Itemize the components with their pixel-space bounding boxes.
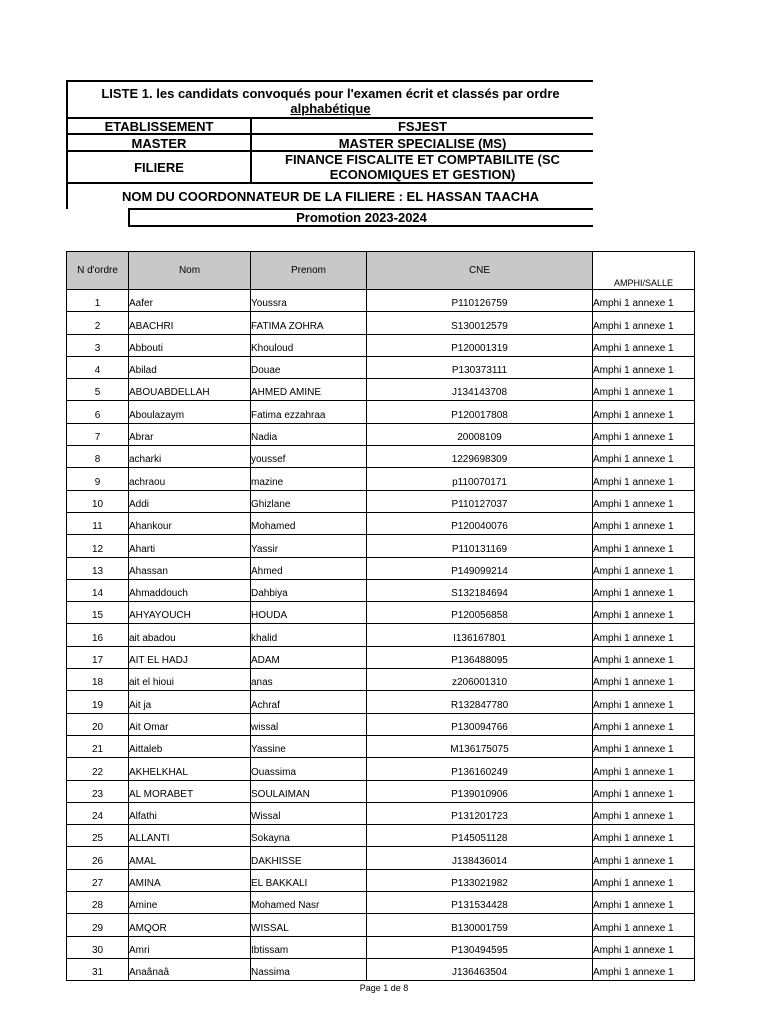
cell-nom: AMINA [129, 869, 251, 891]
cell-cne: 20008109 [367, 423, 593, 445]
cell-amphi: Amphi 1 annexe 1 [593, 691, 695, 713]
cell-cne: 1229698309 [367, 446, 593, 468]
table-row [67, 758, 695, 780]
cell-cne: S130012579 [367, 312, 593, 334]
coordonnateur: NOM DU COORDONNATEUR DE LA FILIERE : EL HASSAN TAACHA [66, 183, 593, 209]
cell-nom: ABACHRI [129, 312, 251, 334]
cell-cne: P120017808 [367, 401, 593, 423]
cell-nom: Aafer [129, 290, 251, 312]
cell-prenom: Youssra [251, 290, 367, 312]
cell-amphi: Amphi 1 annexe 1 [593, 401, 695, 423]
cell-prenom: khalid [251, 624, 367, 646]
cell-nom: achraou [129, 468, 251, 490]
cell-prenom: Nadia [251, 423, 367, 445]
cell-prenom: WISSAL [251, 914, 367, 936]
table-row [67, 735, 695, 757]
cell-prenom: wissal [251, 713, 367, 735]
cell-prenom: Fatima ezzahraa [251, 401, 367, 423]
cell-nom: Anaânaâ [129, 958, 251, 980]
cell-cne: P120001319 [367, 334, 593, 356]
cell-prenom: Nassima [251, 958, 367, 980]
cell-amphi: Amphi 1 annexe 1 [593, 490, 695, 512]
table-row [67, 713, 695, 735]
cell-ordre: 19 [67, 691, 129, 713]
cell-nom: ait el hioui [129, 669, 251, 691]
cell-ordre: 21 [67, 735, 129, 757]
cell-nom: Abrar [129, 423, 251, 445]
cell-cne: S132184694 [367, 579, 593, 601]
list-title-line2: alphabétique [290, 101, 371, 116]
cell-amphi: Amphi 1 annexe 1 [593, 290, 695, 312]
table-row [67, 379, 695, 401]
cell-ordre: 8 [67, 446, 129, 468]
cell-amphi: Amphi 1 annexe 1 [593, 825, 695, 847]
cell-prenom: anas [251, 669, 367, 691]
cell-nom: Ahassan [129, 557, 251, 579]
table-row [67, 847, 695, 869]
cell-amphi: Amphi 1 annexe 1 [593, 914, 695, 936]
cell-prenom: Ghizlane [251, 490, 367, 512]
cell-nom: Ahmaddouch [129, 579, 251, 601]
table-row [67, 958, 695, 980]
promotion: Promotion 2023-2024 [128, 208, 593, 227]
cell-nom: Ait Omar [129, 713, 251, 735]
cell-nom: Amine [129, 892, 251, 914]
cell-ordre: 11 [67, 512, 129, 534]
cell-amphi: Amphi 1 annexe 1 [593, 735, 695, 757]
cell-nom: acharki [129, 446, 251, 468]
cell-nom: Abbouti [129, 334, 251, 356]
cell-cne: P136488095 [367, 646, 593, 668]
cell-amphi: Amphi 1 annexe 1 [593, 535, 695, 557]
cell-amphi: Amphi 1 annexe 1 [593, 936, 695, 958]
cell-amphi: Amphi 1 annexe 1 [593, 468, 695, 490]
cell-prenom: AHMED AMINE [251, 379, 367, 401]
list-title-line1: LISTE 1. les candidats convoqués pour l'examen écrit et classés par ordre [101, 86, 560, 101]
cell-cne: J138436014 [367, 847, 593, 869]
cell-nom: Aharti [129, 535, 251, 557]
cell-amphi: Amphi 1 annexe 1 [593, 847, 695, 869]
cell-ordre: 28 [67, 892, 129, 914]
cell-amphi: Amphi 1 annexe 1 [593, 669, 695, 691]
cell-nom: ALLANTI [129, 825, 251, 847]
cell-amphi: Amphi 1 annexe 1 [593, 423, 695, 445]
table-row [67, 401, 695, 423]
cell-ordre: 27 [67, 869, 129, 891]
etablissement-label: ETABLISSEMENT [68, 119, 252, 134]
cell-amphi: Amphi 1 annexe 1 [593, 802, 695, 824]
cell-nom: Abilad [129, 356, 251, 378]
cell-ordre: 30 [67, 936, 129, 958]
filiere-row [66, 150, 593, 184]
table-row [67, 914, 695, 936]
cell-amphi: Amphi 1 annexe 1 [593, 512, 695, 534]
cell-ordre: 7 [67, 423, 129, 445]
cell-cne: P139010906 [367, 780, 593, 802]
table-row [67, 446, 695, 468]
cell-prenom: Douae [251, 356, 367, 378]
cell-amphi: Amphi 1 annexe 1 [593, 379, 695, 401]
cell-prenom: Achraf [251, 691, 367, 713]
cell-ordre: 13 [67, 557, 129, 579]
cell-nom: AMQOR [129, 914, 251, 936]
cell-cne: P130494595 [367, 936, 593, 958]
cell-amphi: Amphi 1 annexe 1 [593, 624, 695, 646]
cell-ordre: 17 [67, 646, 129, 668]
table-row [67, 535, 695, 557]
table-row [67, 691, 695, 713]
cell-amphi: Amphi 1 annexe 1 [593, 356, 695, 378]
cell-nom: ait abadou [129, 624, 251, 646]
cell-cne: P110126759 [367, 290, 593, 312]
cell-ordre: 29 [67, 914, 129, 936]
cell-cne: z206001310 [367, 669, 593, 691]
table-row [67, 780, 695, 802]
cell-prenom: youssef [251, 446, 367, 468]
cell-amphi: Amphi 1 annexe 1 [593, 646, 695, 668]
cell-prenom: HOUDA [251, 602, 367, 624]
cell-nom: Addi [129, 490, 251, 512]
filiere-label: FILIERE [68, 152, 252, 182]
table-row [67, 892, 695, 914]
master-label: MASTER [68, 135, 252, 151]
cell-ordre: 25 [67, 825, 129, 847]
cell-ordre: 14 [67, 579, 129, 601]
col-header-ordre: N d'ordre [67, 252, 129, 290]
cell-cne: J136463504 [367, 958, 593, 980]
cell-cne: P110127037 [367, 490, 593, 512]
etablissement-row [66, 117, 593, 134]
cell-amphi: Amphi 1 annexe 1 [593, 758, 695, 780]
table-row [67, 646, 695, 668]
cell-cne: P133021982 [367, 869, 593, 891]
cell-nom: AIT EL HADJ [129, 646, 251, 668]
table-row [67, 825, 695, 847]
cell-prenom: Wissal [251, 802, 367, 824]
cell-nom: AMAL [129, 847, 251, 869]
cell-ordre: 20 [67, 713, 129, 735]
cell-amphi: Amphi 1 annexe 1 [593, 780, 695, 802]
table-row [67, 602, 695, 624]
cell-nom: Alfathi [129, 802, 251, 824]
cell-cne: P130373111 [367, 356, 593, 378]
table-row [67, 669, 695, 691]
cell-cne: p110070171 [367, 468, 593, 490]
cell-amphi: Amphi 1 annexe 1 [593, 446, 695, 468]
cell-ordre: 18 [67, 669, 129, 691]
cell-prenom: EL BAKKALI [251, 869, 367, 891]
cell-cne: J134143708 [367, 379, 593, 401]
table-row [67, 936, 695, 958]
cell-nom: AHYAYOUCH [129, 602, 251, 624]
table-row [67, 512, 695, 534]
cell-cne: P145051128 [367, 825, 593, 847]
cell-nom: Aboulazaym [129, 401, 251, 423]
col-header-prenom: Prenom [251, 252, 367, 290]
master-row [66, 133, 593, 151]
cell-amphi: Amphi 1 annexe 1 [593, 602, 695, 624]
cell-nom: Ait ja [129, 691, 251, 713]
table-header-row [67, 252, 695, 290]
cell-ordre: 12 [67, 535, 129, 557]
cell-prenom: SOULAIMAN [251, 780, 367, 802]
cell-cne: P131201723 [367, 802, 593, 824]
cell-prenom: Ibtissam [251, 936, 367, 958]
table-row [67, 423, 695, 445]
cell-ordre: 5 [67, 379, 129, 401]
cell-ordre: 23 [67, 780, 129, 802]
cell-nom: AKHELKHAL [129, 758, 251, 780]
table-row [67, 468, 695, 490]
candidates-table [66, 251, 695, 981]
etablissement-value: FSJEST [397, 119, 448, 134]
cell-prenom: Ouassima [251, 758, 367, 780]
cell-cne: P120040076 [367, 512, 593, 534]
cell-ordre: 22 [67, 758, 129, 780]
cell-nom: AL MORABET [129, 780, 251, 802]
table-row [67, 490, 695, 512]
col-header-amphi: AMPHI/SALLE [593, 252, 695, 290]
cell-ordre: 31 [67, 958, 129, 980]
cell-prenom: Mohamed [251, 512, 367, 534]
cell-ordre: 6 [67, 401, 129, 423]
cell-cne: P130094766 [367, 713, 593, 735]
cell-cne: I136167801 [367, 624, 593, 646]
page-number: Page 1 de 8 [359, 983, 409, 993]
cell-nom: Amri [129, 936, 251, 958]
cell-nom: ABOUABDELLAH [129, 379, 251, 401]
cell-ordre: 4 [67, 356, 129, 378]
cell-prenom: Khouloud [251, 334, 367, 356]
cell-prenom: mazine [251, 468, 367, 490]
cell-prenom: FATIMA ZOHRA [251, 312, 367, 334]
cell-cne: M136175075 [367, 735, 593, 757]
cell-prenom: ADAM [251, 646, 367, 668]
filiere-value: FINANCE FISCALITE ET COMPTABILITE (SC ECONOMIQUES ET GESTION) [285, 152, 560, 182]
cell-cne: P131534428 [367, 892, 593, 914]
cell-ordre: 24 [67, 802, 129, 824]
col-header-cne: CNE [367, 252, 593, 290]
table-row [67, 290, 695, 312]
table-row [67, 356, 695, 378]
cell-cne: R132847780 [367, 691, 593, 713]
cell-ordre: 3 [67, 334, 129, 356]
cell-amphi: Amphi 1 annexe 1 [593, 713, 695, 735]
cell-prenom: Mohamed Nasr [251, 892, 367, 914]
cell-prenom: Yassir [251, 535, 367, 557]
table-row [67, 579, 695, 601]
cell-prenom: DAKHISSE [251, 847, 367, 869]
cell-amphi: Amphi 1 annexe 1 [593, 892, 695, 914]
table-row [67, 869, 695, 891]
table-row [67, 624, 695, 646]
cell-cne: P149099214 [367, 557, 593, 579]
col-header-nom: Nom [129, 252, 251, 290]
cell-prenom: Ahmed [251, 557, 367, 579]
master-value: MASTER SPECIALISE (MS) [338, 135, 507, 151]
cell-prenom: Yassine [251, 735, 367, 757]
cell-amphi: Amphi 1 annexe 1 [593, 557, 695, 579]
cell-amphi: Amphi 1 annexe 1 [593, 312, 695, 334]
cell-ordre: 26 [67, 847, 129, 869]
cell-amphi: Amphi 1 annexe 1 [593, 869, 695, 891]
cell-cne: P110131169 [367, 535, 593, 557]
cell-ordre: 10 [67, 490, 129, 512]
cell-ordre: 15 [67, 602, 129, 624]
cell-nom: Ahankour [129, 512, 251, 534]
table-row [67, 557, 695, 579]
table-row [67, 802, 695, 824]
table-row [67, 312, 695, 334]
cell-cne: P120056858 [367, 602, 593, 624]
cell-amphi: Amphi 1 annexe 1 [593, 334, 695, 356]
cell-prenom: Sokayna [251, 825, 367, 847]
cell-ordre: 16 [67, 624, 129, 646]
cell-ordre: 2 [67, 312, 129, 334]
cell-nom: Aittaleb [129, 735, 251, 757]
cell-cne: P136160249 [367, 758, 593, 780]
table-row [67, 334, 695, 356]
list-title [66, 80, 593, 118]
cell-ordre: 1 [67, 290, 129, 312]
cell-amphi: Amphi 1 annexe 1 [593, 958, 695, 980]
cell-cne: B130001759 [367, 914, 593, 936]
cell-ordre: 9 [67, 468, 129, 490]
cell-prenom: Dahbiya [251, 579, 367, 601]
cell-amphi: Amphi 1 annexe 1 [593, 579, 695, 601]
